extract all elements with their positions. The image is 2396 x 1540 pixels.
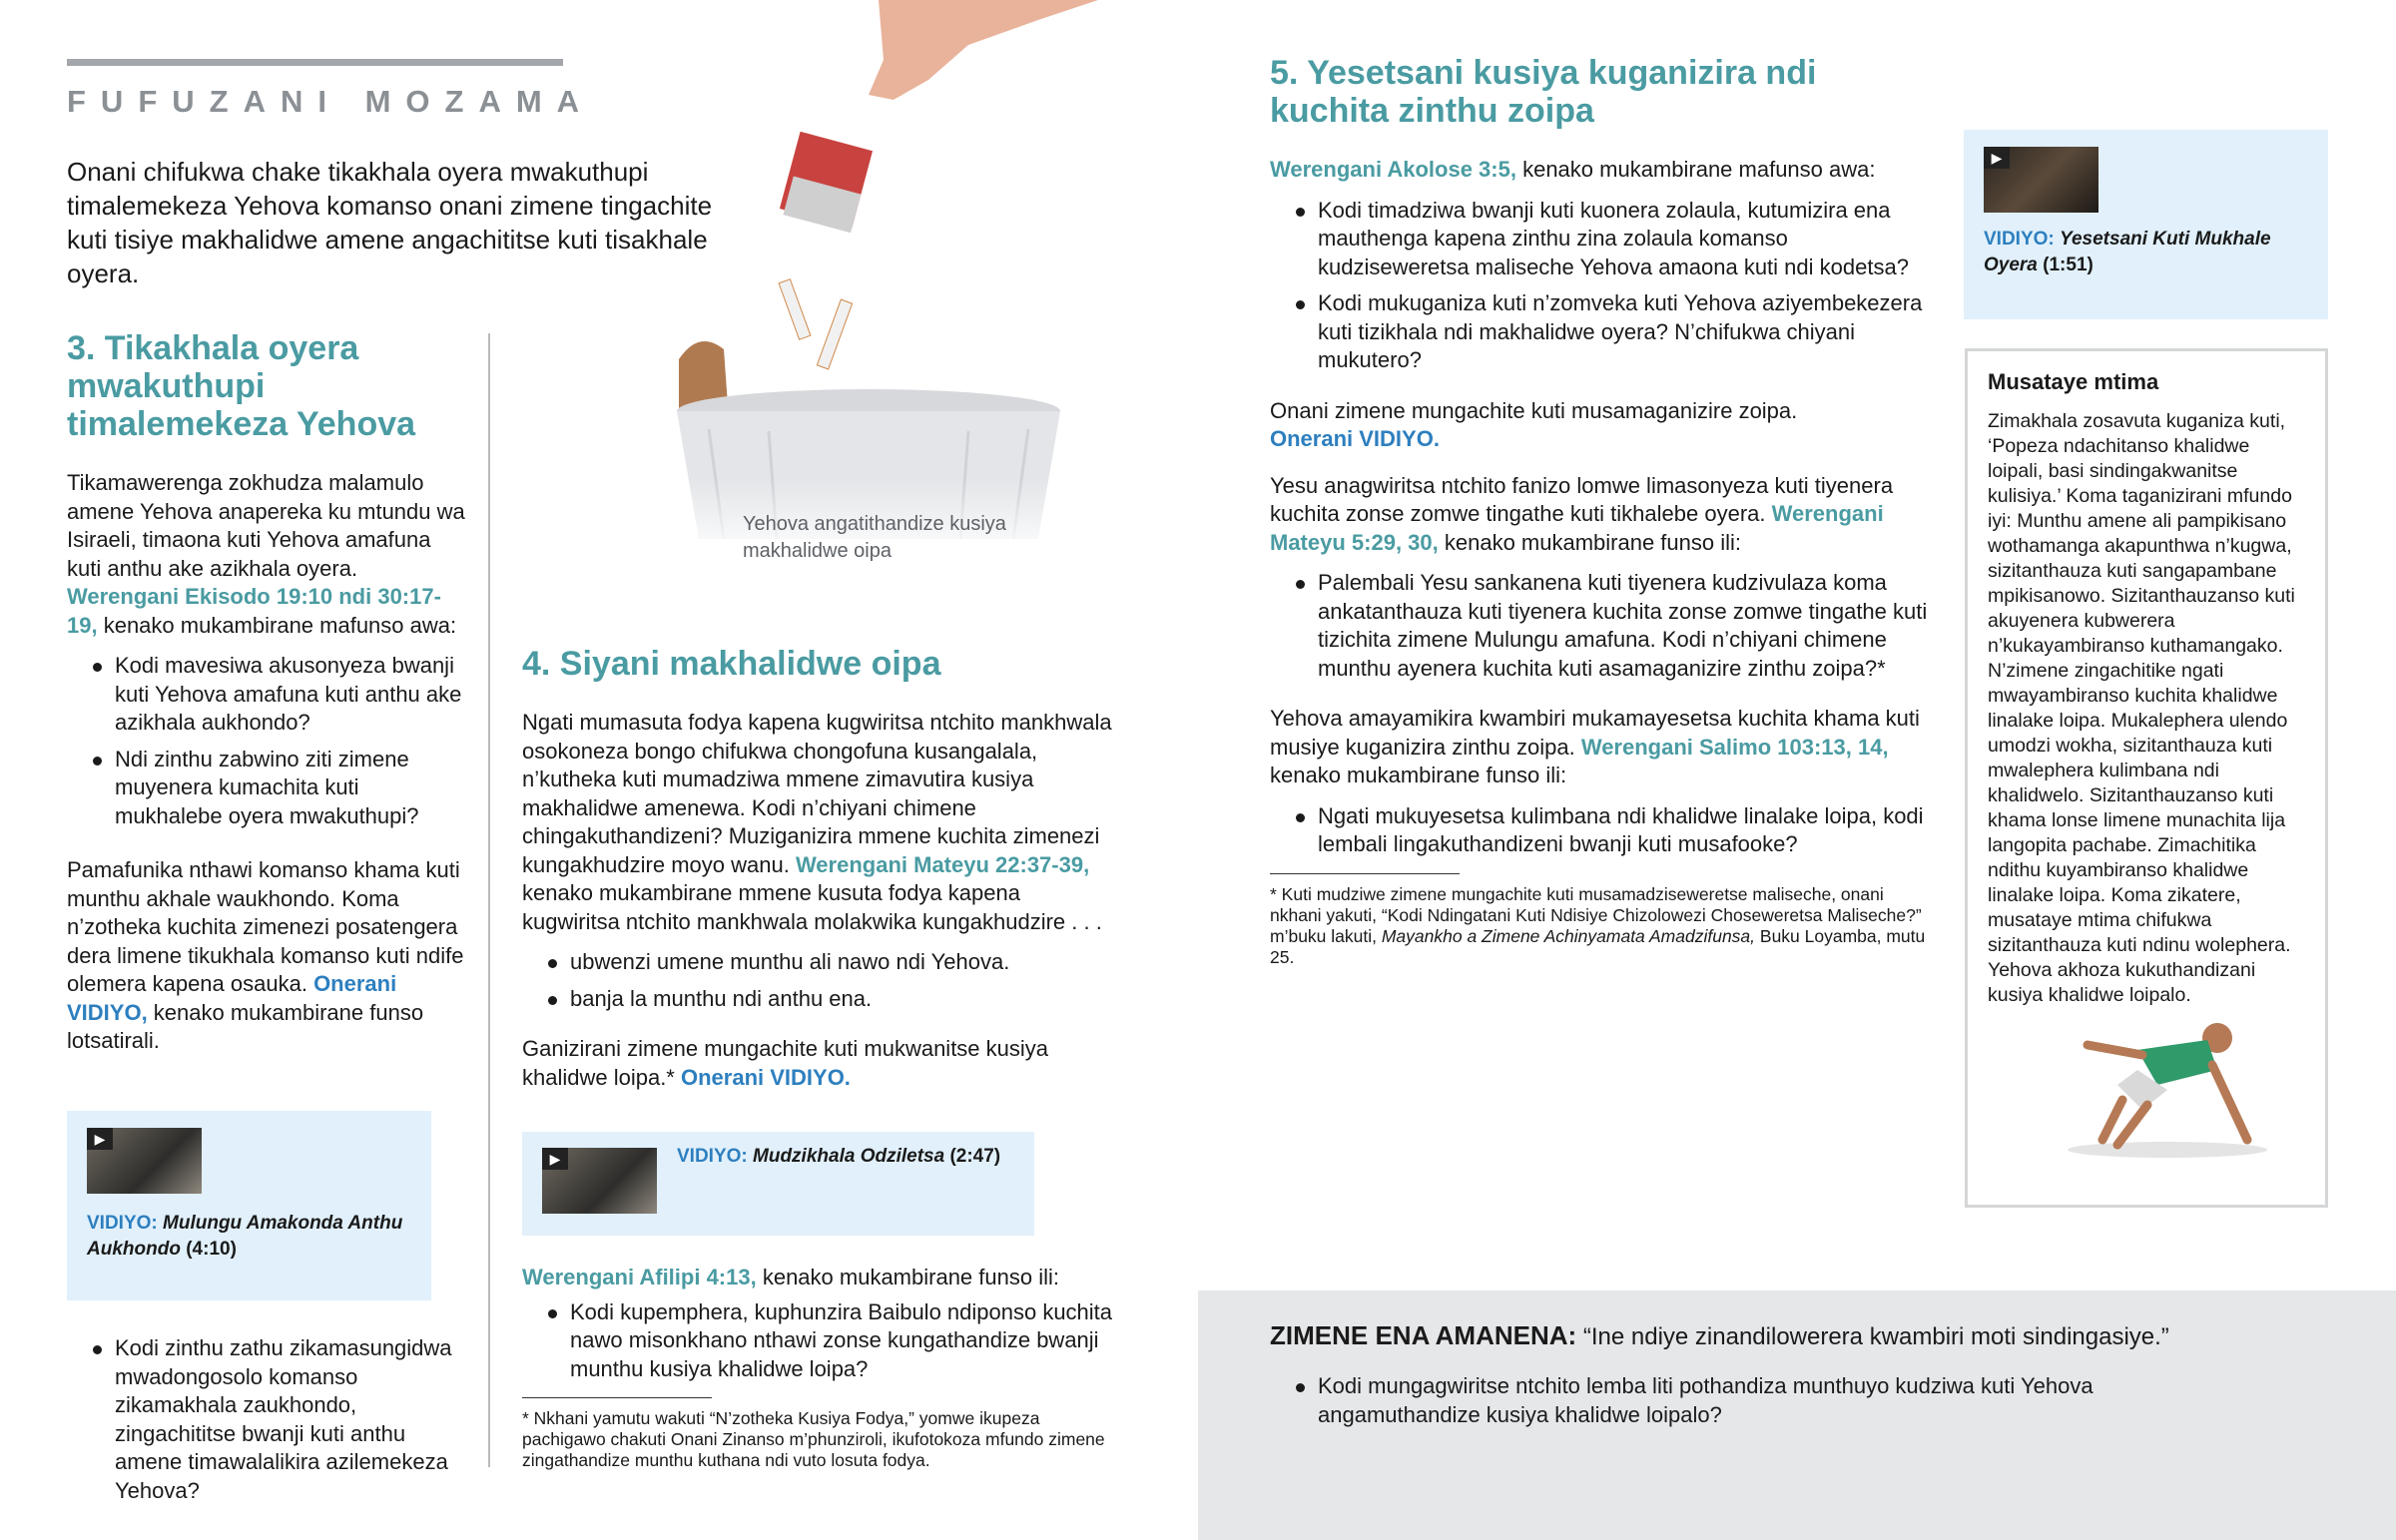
video-box-3[interactable] [1964, 130, 2328, 319]
scripture-link[interactable]: Werengani Ekisodo 19:10 ndi 30:17-19, [67, 584, 441, 638]
sidebar-title: Musataye mtima [1988, 369, 2159, 394]
list-item: Palembali Yesu sankanena kuti tiyenera kudzivulaza koma ankatanthauza kuti tiyenera kuchita zonse zomwe tingathe kuti tizichita zimene Mulungu amafuna. Kodi n’chiyani chimene munthu ayenera kuchita kuti asamaganizire zinthu zoipa?* [1270, 569, 1939, 683]
top-rule [67, 59, 563, 66]
video-duration: (2:47) [949, 1146, 1001, 1167]
kicker: FUFUZANI MOZAMA [67, 84, 595, 119]
text: Yesu anagwiritsa ntchito fanizo lomwe limasonyeza kuti tiyenera kuchita zonse zomwe tingathe kuti tikhalebe oyera. [1270, 472, 1894, 526]
text: Ganizirani zimene mungachite kuti mukwanitse kusiya khalidwe loipa.* [522, 1036, 1049, 1090]
text: Yehova amayamikira kwambiri mukamayesetsa kuchita khama kuti musiye kuganizira zinthu zoipa. [1270, 706, 1920, 760]
list-item: banja la munthu ndi anthu ena. [522, 985, 1121, 1014]
video-thumbnail[interactable] [1984, 147, 2098, 213]
section-5-p2 [1270, 397, 1939, 454]
footnote: * Nkhani yamutu wakuti “N’zotheka Kusiya Fodya,” yomwe ikupeza pachigawo chakuti Onani Zinanso m’phunziroli, ikufotokoza mfundo zimene zingathandize munthu kuthana ndi vuto losuta fodya. [522, 1408, 1105, 1470]
section-4-p3 [522, 1264, 1126, 1292]
section-4 [522, 645, 1121, 1092]
section-5-heading: 5. Yesetsani kusiya kuganizira ndi kuchita zinthu zoipa [1270, 54, 1817, 130]
band-bullets [1270, 1372, 2168, 1437]
list-item: Kodi kupemphera, kuphunzira Baibulo ndiponso kuchita nawo misonkhano nthawi zonse kungathandize bwanji munthu kusiya khalidwe loipa? [522, 1298, 1126, 1384]
book-title: Mayankho a Zimene Achinyamata Amadzifunsa, [1381, 925, 1756, 946]
list-item: Kodi mukuganiza kuti n’zomveka kuti Yehova aziyembekezera kuti tizikhala ndi makhalidwe oyera? N’chifukwa chiyani mukutero? [1270, 289, 1939, 375]
play-icon[interactable]: ▶ [1984, 147, 2010, 169]
section-4-p1 [522, 709, 1121, 936]
list-item: Kodi mavesiwa akusonyeza bwanji kuti Yehova amafuna kuti anthu ake azikhala aukhondo? [67, 652, 466, 738]
video-link[interactable]: Onerani VIDIYO. [1270, 426, 1440, 451]
section-4-cont [522, 1264, 1126, 1471]
section-5-bullets-2 [1270, 569, 1939, 683]
others-say [1270, 1320, 2368, 1351]
footnote-rule [522, 1397, 712, 1398]
video-box-1[interactable] [67, 1111, 431, 1300]
section-4-bullets [522, 948, 1121, 1013]
list-item: Kodi mungagwiritse ntchito lemba liti pothandiza munthuyo kudziwa kuti Yehova angamuthandize kusiya khalidwe loipalo? [1270, 1372, 2168, 1429]
section-5-p1 [1270, 156, 1939, 185]
text: kenako mukambirane funso ili: [1270, 763, 1567, 787]
scripture-link[interactable]: Werengani Salimo 103:13, 14, [1580, 734, 1889, 760]
trash-can-illustration [639, 0, 1098, 559]
others-say-quote: “Ine ndiye zinandilowerera kwambiri moti sindingasiye.” [1582, 1323, 2169, 1350]
text: kenako mukambirane mafunso awa: [1515, 157, 1876, 182]
scripture-link[interactable]: Werengani Mateyu 5:29, 30, [1270, 501, 1884, 555]
list-item: Ngati mukuyesetsa kulimbana ndi khalidwe linalake loipa, kodi lembali lingakuthandizeni bwanji kuti musafooke? [1270, 802, 1939, 859]
illustration-caption: Yehova angatithandize kusiya makhalidwe oipa [743, 513, 1006, 562]
section-3-p2 [67, 856, 466, 1056]
hand-icon [869, 0, 1098, 100]
list-item: Kodi timadziwa bwanji kuti kuonera zolaula, kutumizira ena mauthenga kapena zinthu zina zolaula komanso kudziseweretsa maliseche Yehova amaona kuti ndi kodetsa? [1270, 197, 1939, 282]
video-thumbnail[interactable] [87, 1128, 202, 1194]
video-label[interactable] [1984, 227, 2313, 278]
section-4-bullets-2 [522, 1298, 1126, 1384]
video-thumbnail[interactable] [542, 1148, 657, 1214]
play-icon[interactable]: ▶ [542, 1148, 568, 1170]
video-label[interactable] [677, 1144, 1016, 1170]
text: * Kuti mudziwe zimene mungachite kuti musamadziseweretse maliseche, onani nkhani yakuti, “Kodi Ndingatani Kuti Ndisiye Chizolowezi Choseweretsa Maliseche?” m’buku lakuti, [1270, 883, 1922, 946]
scripture-link[interactable]: Werengani Afilipi 4:13, [522, 1265, 757, 1289]
text: Onani zimene mungachite kuti musamaganizire zoipa. [1270, 397, 1798, 423]
scripture-link[interactable]: Werengani Akolose 3:5, [1270, 157, 1516, 182]
video-title: Mulungu Amakonda Anthu Aukhondo [87, 1213, 403, 1260]
footnote [1270, 884, 1939, 968]
section-4-heading: 4. Siyani makhalidwe oipa [522, 645, 941, 683]
video-box-2[interactable] [522, 1132, 1034, 1236]
video-duration: (1:51) [2043, 255, 2094, 275]
section-3 [67, 329, 466, 1056]
section-5-bullets-3 [1270, 802, 1939, 859]
section-5-p4 [1270, 705, 1939, 790]
runner-illustration [2048, 1010, 2277, 1160]
play-icon[interactable]: ▶ [87, 1128, 113, 1150]
video-title: Mudzikhala Odziletsa [753, 1146, 945, 1167]
section-3-heading: 3. Tikakhala oyera mwakuthupi timalemekeza Yehova [67, 329, 416, 443]
section-5-bullets [1270, 197, 1939, 375]
section-3-bullets [67, 652, 466, 830]
section-3-bullets-2 [67, 1334, 476, 1513]
list-item: ubwenzi umene munthu ali nawo ndi Yehova. [522, 948, 1121, 977]
video-link[interactable]: Onerani VIDIYO, [67, 971, 397, 1025]
video-duration: (4:10) [186, 1239, 237, 1260]
video-link[interactable]: Onerani VIDIYO. [680, 1064, 851, 1090]
section-5-p3 [1270, 472, 1939, 558]
text: kenako mukambirane funso lotsatirali. [67, 999, 424, 1053]
video-kind: VIDIYO: [677, 1146, 748, 1167]
others-say-band [1198, 1290, 2396, 1540]
sidebar-text: Zimakhala zosavuta kuganiza kuti, ‘Popeza ndachitanso khalidwe loipali, basi sindingakwanitse kulisiya.’ Koma taganizirani mfundo iyi: Munthu amene ali pampikisano wothamanga akapunthwa n’kugwa, sizitanthauza kuti sangapambane mpikisanowo. Sizitanthauzanso kuti akuyenera kubwerera n’kukayambiranso kuthamangako. N’zimene zingachitike ngati mwayambiranso kuchita khalidwe linalake loipa. Mukalephera ulendo umodzi wokha, sizitanthauza kuti mwalephera kulimbana ndi khalidwelo. Sizitanthauzanso kuti khama lonse limene munachita lija langopita pachabe. Zimachitika ndithu kuyambiranso khalidwe linalake loipa. Koma zikatere, musataye mtima chifukwa sizitanthauza kuti ndinu wolephera. Yehova akhoza kukuthandizani kusiya khalidwe loipalo. [1988, 410, 2295, 1006]
section-5 [1270, 54, 1939, 968]
text: kenako mukambirane funso ili: [1438, 529, 1742, 555]
text: kenako mukambirane funso ili: [756, 1265, 1059, 1289]
text: Buku Loyamba, mutu 25. [1270, 925, 1926, 967]
others-say-label: ZIMENE ENA AMANENA: [1270, 1320, 1577, 1350]
video-label[interactable] [87, 1211, 416, 1263]
scripture-link[interactable]: Werengani Mateyu 22:37-39, [795, 851, 1090, 877]
footnote-rule [1270, 873, 1460, 874]
list-item: Kodi zinthu zathu zikamasungidwa mwadongosolo komanso zikamakhala zaukhondo, zingachititse bwanji kuti anthu amene timawalalikira azilemekeza Yehova? [67, 1334, 476, 1505]
video-kind: VIDIYO: [1984, 229, 2055, 250]
intro: Onani chifukwa chake tikakhala oyera mwakuthupi timalemekeza Yehova komanso onani zimene tingachite kuti tisiye makhalidwe amene angachititse kuti tisakhale oyera. [67, 157, 713, 288]
text: Tikamawerenga zokhudza malamulo amene Yehova anapereka ku mtundu wa Isiraeli, timaona kuti Yehova amafuna kuti anthu ake azikhala oyera. [67, 470, 465, 581]
sidebar-box [1965, 348, 2328, 1208]
text: kenako mukambirane mafunso awa: [97, 612, 457, 638]
column-divider [488, 333, 490, 1467]
text: Ngati mumasuta fodya kapena kugwiritsa ntchito mankhwala osokoneza bongo chifukwa chongofuna kusangalala, n’kutheka kuti mumadziwa mmene zimavutira kusiya makhalidwe amenewa. Kodi n’chiyani chimene chingakuthandizeni? Muziganizira mmene kuchita zimenezi kungakhudzire moyo wanu. [522, 710, 1112, 877]
text: Pamafunika nthawi komanso khama kuti munthu akhale waukhondo. Koma n’zotheka kuchita zimenezi posatengera dera limene tikukhala komanso kuti ndife olemera kapena osauka. [67, 857, 464, 996]
section-4-p2 [522, 1035, 1121, 1092]
section-3-p1 [67, 469, 466, 640]
text: kenako mukambirane mmene kusuta fodya kapena kugwiritsa ntchito mankhwala molakwika kungakhudzire . . . [522, 880, 1102, 934]
list-item: Ndi zinthu zabwino ziti zimene muyenera kumachita kuti mukhalebe oyera mwakuthupi? [67, 746, 466, 831]
video-kind: VIDIYO: [87, 1213, 158, 1234]
video-title: Yesetsani Kuti Mukhale Oyera [1984, 229, 2271, 275]
